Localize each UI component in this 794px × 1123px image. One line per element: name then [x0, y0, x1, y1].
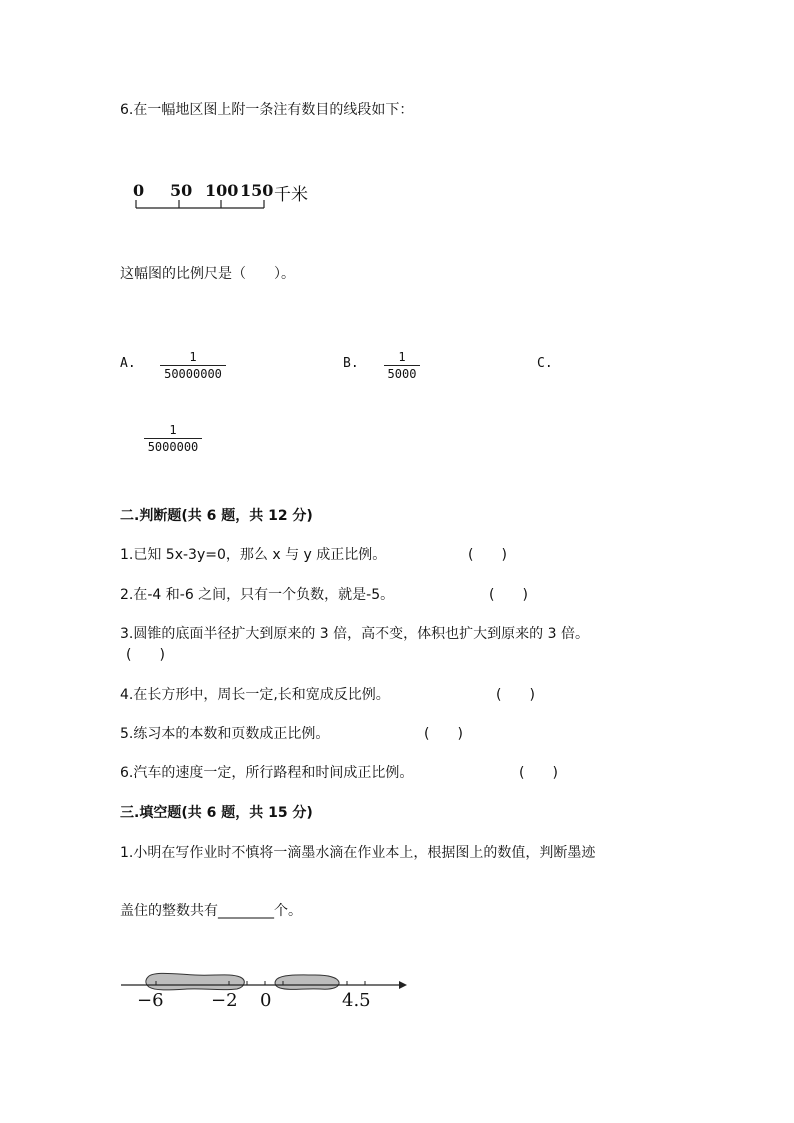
fraction-bar	[160, 365, 226, 366]
answer-paren[interactable]: ( )	[126, 647, 165, 663]
judge-item-text: 2.在-4 和-6 之间，只有一个负数，就是-5。	[120, 587, 395, 603]
option-a-letter: A.	[120, 356, 136, 371]
judge-item-1	[120, 546, 386, 564]
question-6-prompt: 这幅图的比例尺是（ ）。	[120, 266, 295, 282]
option-c-letter: C.	[537, 356, 553, 371]
numerator: 1	[398, 350, 406, 364]
ink-blot	[275, 975, 339, 989]
judge-item-2	[120, 586, 394, 604]
answer-paren[interactable]: ( )	[468, 547, 507, 563]
question-6-stem: 6.在一幅地区图上附一条注有数目的线段如下：	[120, 102, 414, 118]
section-3-title: 三.填空题(共 6 题，共 15 分)	[120, 805, 313, 821]
scale-label: 50	[170, 181, 193, 200]
judge-item-5	[120, 725, 329, 743]
option-a-fraction	[160, 350, 226, 381]
judge-item-text: 6.汽车的速度一定，所行路程和时间成正比例。	[120, 765, 414, 781]
scale-label: 100	[205, 181, 239, 200]
judge-item-6	[120, 764, 413, 782]
option-b-fraction	[384, 350, 420, 381]
fill-item-1-line1: 1.小明在写作业时不慎将一滴墨水滴在作业本上，根据图上的数值，判断墨迹	[120, 845, 596, 861]
answer-paren[interactable]: ( )	[424, 726, 463, 742]
scale-label: 0	[133, 181, 145, 200]
scale-line	[130, 196, 270, 212]
section-2-title: 二.判断题(共 6 题，共 12 分)	[120, 508, 313, 524]
denominator: 5000	[387, 367, 417, 381]
number-line-label: 0	[260, 990, 272, 1011]
numerator: 1	[189, 350, 197, 364]
answer-paren[interactable]: ( )	[496, 687, 535, 703]
numerator: 1	[169, 423, 177, 437]
arrow-head	[399, 981, 407, 989]
judge-item-4	[120, 686, 390, 704]
option-b-letter: B.	[343, 356, 359, 371]
scale-unit: 千米	[274, 185, 308, 205]
denominator: 5000000	[147, 440, 199, 454]
fill-item-1-line2: 盖住的整数共有________个。	[120, 903, 302, 919]
judge-item-text: 4.在长方形中，周长一定,长和宽成反比例。	[120, 687, 390, 703]
number-line-label: 4.5	[342, 990, 371, 1011]
option-c-fraction	[144, 423, 202, 454]
judge-item-text: 1.已知 5x-3y=0，那么 x 与 y 成正比例。	[120, 547, 387, 563]
judge-item-3	[120, 625, 589, 643]
answer-paren[interactable]: ( )	[519, 765, 558, 781]
judge-item-text: 3.圆锥的底面半径扩大到原来的 3 倍，高不变，体积也扩大到原来的 3 倍。	[120, 626, 589, 642]
judge-item-text: 5.练习本的本数和页数成正比例。	[120, 726, 330, 742]
number-line-label: −2	[211, 990, 238, 1011]
fraction-bar	[144, 438, 202, 439]
ink-blot	[146, 973, 244, 990]
number-line-label: −6	[137, 990, 164, 1011]
fraction-bar	[384, 365, 420, 366]
scale-label: 150	[240, 181, 274, 200]
answer-paren[interactable]: ( )	[489, 587, 528, 603]
denominator: 50000000	[164, 367, 222, 381]
